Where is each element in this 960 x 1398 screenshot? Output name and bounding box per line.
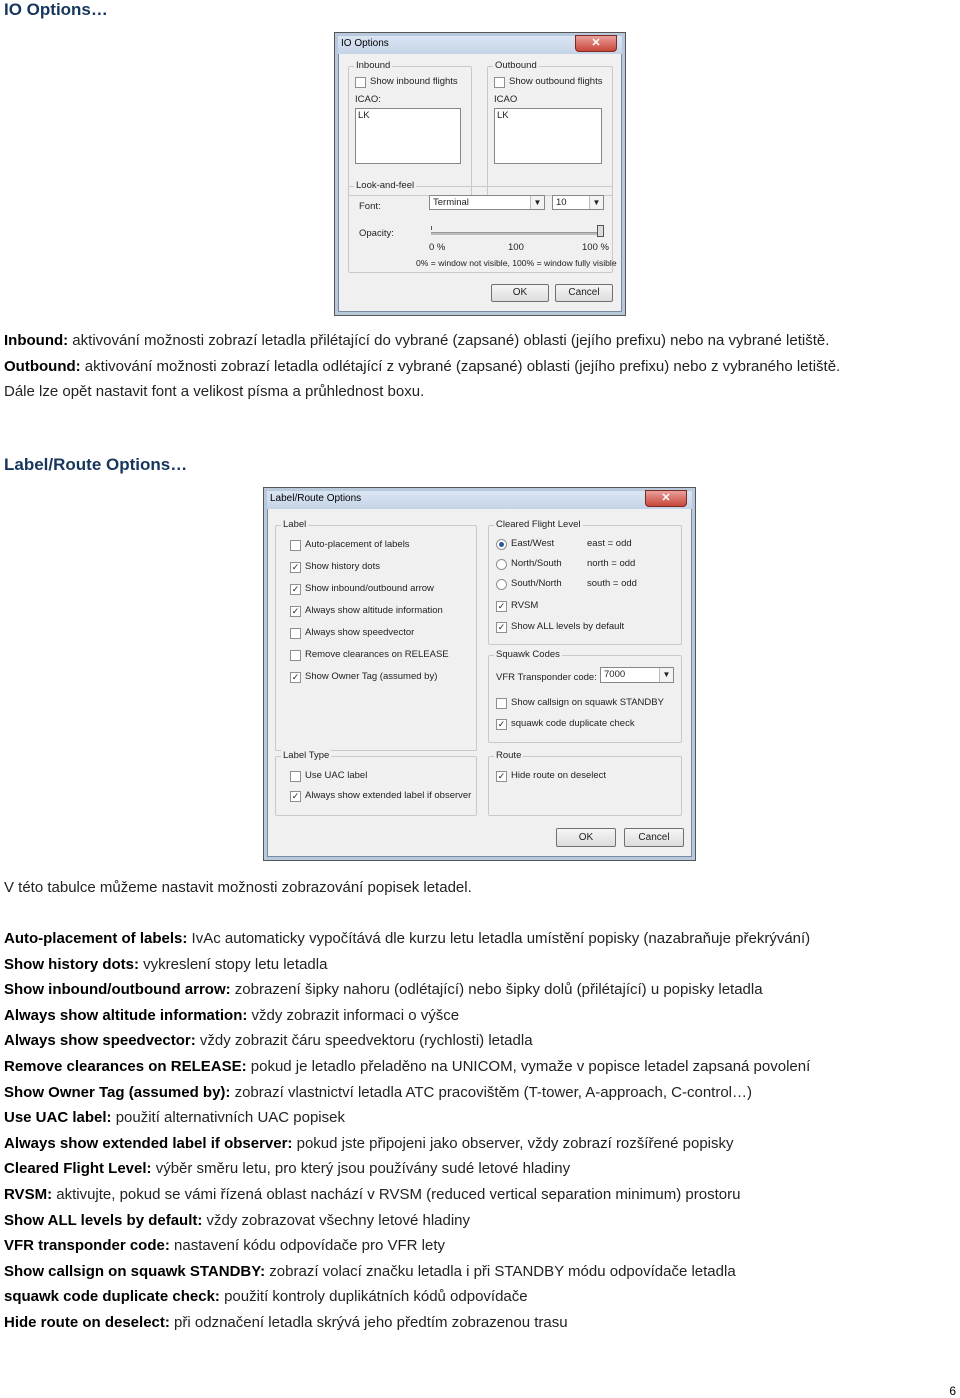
squawk-check-checkbox-0[interactable] [496,698,507,709]
vfr-transponder-select[interactable] [600,667,674,683]
cleared-flight-level-group [488,519,682,645]
squawk-check-label-0: Show callsign on squawk STANDBY [511,697,664,708]
label-route-options-dialog [263,487,696,861]
cfl-radio-label-1: North/South [511,558,562,569]
definition-term: VFR transponder code: [4,1237,170,1255]
outbound-icao-label: ICAO [494,94,518,105]
opacity-note: 0% = window not visible, 100% = window fully visible [416,258,617,268]
squawk-check-checkbox-1[interactable]: ✓ [497,719,506,729]
opacity-label: Opacity: [359,228,394,239]
cfl-radio-0[interactable] [496,539,507,550]
dialog-titlebar [338,36,622,54]
squawk-codes-group [488,649,682,743]
chevron-down-icon: ▼ [659,668,673,682]
io-options-dialog [334,32,626,316]
show-inbound-checkbox[interactable] [355,77,366,88]
cfl-check-checkbox-1[interactable]: ✓ [497,622,506,632]
definition-term: Auto-placement of labels: [4,930,188,947]
definition-text: použití alternativních UAC popisek [111,1109,345,1127]
definition-term: Use UAC label: [4,1109,112,1127]
label-type-legend: Label Type [283,750,330,761]
definition-line [4,1182,810,1208]
cfl-radio-note-1: north = odd [587,558,636,569]
definition-text: vždy zobrazovat všechny letové hladiny [202,1211,471,1229]
label-option-label-4: Always show speedvector [305,627,415,638]
font-size-select[interactable] [552,195,604,210]
description-line: Outbound: aktivování možnosti zobrazí letadla odlétající z vybrané (zapsané) oblasti (jejího prefixu) nebo z vybraného letiště. [4,357,841,375]
definition-term: Show inbound/outbound arrow: [4,981,231,999]
definition-text: vždy zobrazit informaci o výšce [247,1006,460,1024]
route-check-label-0: Hide route on deselect [511,770,607,781]
definition-line [4,1028,810,1054]
label-type-check-checkbox-1[interactable]: ✓ [291,791,300,801]
definition-line [4,1208,810,1234]
label-option-label-6: Show Owner Tag (assumed by) [305,671,438,682]
inbound-icao-textarea[interactable]: LK [355,108,461,164]
section-heading-label-route-options: Label/Route Options… [4,455,188,474]
label-type-check-label-1: Always show extended label if observer [305,790,472,801]
outbound-legend: Outbound [495,60,537,71]
definition-term: Cleared Flight Level: [4,1160,152,1178]
definition-line [4,1284,810,1310]
label-option-label-3: Always show altitude information [305,605,443,616]
label-type-group [275,750,477,816]
label-option-label-5: Remove clearances on RELEASE [305,649,449,660]
dialog-title: Label/Route Options [270,493,362,504]
show-outbound-checkbox[interactable] [494,77,505,88]
label-option-checkbox-6[interactable]: ✓ [291,672,300,682]
label-type-check-checkbox-0[interactable] [290,771,301,782]
definition-text: zobrazí volací značku letadla i při STANDBY módu odpovídače letadla [265,1262,736,1280]
label-option-checkbox-0[interactable] [290,540,301,551]
definition-term: Show history dots: [4,955,139,973]
cancel-button[interactable]: Cancel [555,284,613,302]
vfr-transponder-value: 7000 [604,669,626,680]
cfl-check-checkbox-0[interactable]: ✓ [497,601,506,611]
label-route-caption: V této tabulce můžeme nastavit možnosti zobrazování popisek letadel. [4,879,472,896]
definition-line [4,1156,810,1182]
outbound-icao-textarea[interactable]: LK [494,108,602,164]
definition-text: při odznačení letadla skrývá jeho předtím zobrazenou trasu [169,1313,568,1331]
definition-text: výběr směru letu, pro který jsou používány sudé letové hladiny [151,1160,571,1178]
cfl-radio-label-0: East/West [511,538,555,549]
look-and-feel-legend: Look-and-feel [356,180,415,191]
cfl-radio-note-0: east = odd [587,538,632,549]
squawk-check-label-1: squawk code duplicate check [511,718,635,729]
definition-term: Always show speedvector: [4,1032,196,1050]
route-group-legend: Route [496,750,522,761]
definition-text: zobrazení šipky nahoru (odlétající) nebo šipky dolů (přilétající) u popisky letadla [230,981,763,999]
cfl-radio-note-2: south = odd [587,578,637,589]
inbound-icao-label: ICAO: [355,94,381,105]
cfl-radio-2[interactable] [496,579,507,590]
definition-text: použití kontroly duplikátních kódů odpovídače [219,1288,528,1306]
route-check-checkbox-0[interactable]: ✓ [497,771,506,781]
definition-term: Hide route on deselect: [4,1313,170,1331]
label-option-label-1: Show history dots [305,561,380,572]
squawk-group-legend: Squawk Codes [496,649,560,660]
cancel-button[interactable]: Cancel [624,828,684,847]
definition-term: RVSM: [4,1185,53,1203]
cfl-group-legend: Cleared Flight Level [496,519,581,530]
definition-term: Show ALL levels by default: [4,1211,203,1229]
opacity-slider[interactable] [431,227,603,239]
definition-text: vykreslení stopy letu letadla [139,955,328,973]
outbound-group [487,60,613,196]
opacity-tick-100-percent: 100 % [582,242,609,253]
look-and-feel-group [348,180,617,273]
opacity-tick-0: 0 % [429,242,446,253]
definition-line [4,977,810,1003]
definition-line [4,1259,810,1285]
show-inbound-label: Show inbound flights [370,76,458,87]
definition-term: Show Owner Tag (assumed by): [4,1083,231,1101]
definition-text: zobrazí vlastnictví letadla ATC pracovištěm (T-tower, A-approach, C-control…) [230,1083,753,1101]
definition-line [4,1105,810,1131]
definition-term: Always show extended label if observer: [4,1134,293,1152]
io-options-description [4,328,840,405]
cfl-radio-1[interactable] [496,559,507,570]
label-option-checkbox-3[interactable]: ✓ [291,606,300,616]
label-type-check-label-0: Use UAC label [305,770,368,781]
close-icon[interactable]: ✕ [575,35,617,52]
close-icon[interactable]: ✕ [645,490,687,507]
font-size-value: 10 [556,197,567,208]
font-label: Font: [359,201,381,212]
dialog-titlebar [267,491,692,509]
description-line: Dále lze opět nastavit font a velikost písma a průhlednost boxu. [4,383,425,401]
definition-line [4,1233,810,1259]
definition-text: nastavení kódu odpovídače pro VFR lety [169,1237,446,1255]
opacity-slider-thumb[interactable] [597,225,604,237]
definition-line [4,952,810,978]
definition-line [4,1054,810,1080]
definition-text: IvAc automaticky vypočítává dle kurzu letu letadla umístění popisky (nazabraňuje překrývání) [187,930,811,947]
definition-line [4,926,810,952]
label-option-checkbox-4[interactable] [290,628,301,639]
definitions-list [4,926,810,1336]
ok-button[interactable]: OK [556,828,616,847]
definition-term: squawk code duplicate check: [4,1288,220,1306]
label-option-checkbox-2[interactable]: ✓ [291,584,300,594]
definition-line [4,1310,810,1336]
cfl-check-label-1: Show ALL levels by default [511,621,625,632]
label-option-checkbox-1[interactable]: ✓ [291,562,300,572]
section-heading-io-options: IO Options… [4,0,108,19]
label-group-legend: Label [283,519,307,530]
label-option-label-2: Show inbound/outbound arrow [305,583,434,594]
label-group [275,519,477,751]
ok-button[interactable]: OK [491,284,549,302]
label-option-checkbox-5[interactable] [290,650,301,661]
dialog-title: IO Options [341,38,389,49]
definition-term: Remove clearances on RELEASE: [4,1057,247,1075]
chevron-down-icon: ▼ [530,196,544,209]
chevron-down-icon: ▼ [589,196,603,209]
definition-text: pokud jste připojeni jako observer, vždy zobrazí rozšířené popisky [292,1134,734,1152]
show-outbound-label: Show outbound flights [509,76,603,87]
definition-line [4,1003,810,1029]
description-line: Inbound: aktivování možnosti zobrazí letadla přilétající do vybrané (zapsané) oblasti (jejího prefixu) nebo na vybrané letiště. [4,332,830,349]
label-option-label-0: Auto-placement of labels [305,539,410,550]
page-number: 6 [949,1384,956,1398]
definition-line [4,1080,810,1106]
inbound-group [348,60,472,196]
definition-term: Show callsign on squawk STANDBY: [4,1262,266,1280]
cfl-check-label-0: RVSM [511,600,539,611]
font-select[interactable] [429,195,545,210]
definition-text: vždy zobrazit čáru speedvektoru (rychlosti) letadla [195,1032,533,1050]
definition-term: Always show altitude information: [4,1006,248,1024]
opacity-tick-100: 100 [508,242,524,253]
font-select-value: Terminal [433,197,469,208]
definition-line [4,1131,810,1157]
inbound-legend: Inbound [356,60,391,71]
definition-text: pokud je letadlo přeladěno na UNICOM, vymaže v popisce letadel zapsaná povolení [246,1057,811,1075]
cfl-radio-label-2: South/North [511,578,562,589]
route-group [488,750,682,816]
definition-text: aktivujte, pokud se vámi řízená oblast nachází v RVSM (reduced vertical separation minimum) prostoru [52,1185,741,1203]
vfr-transponder-label: VFR Transponder code: [496,672,597,683]
